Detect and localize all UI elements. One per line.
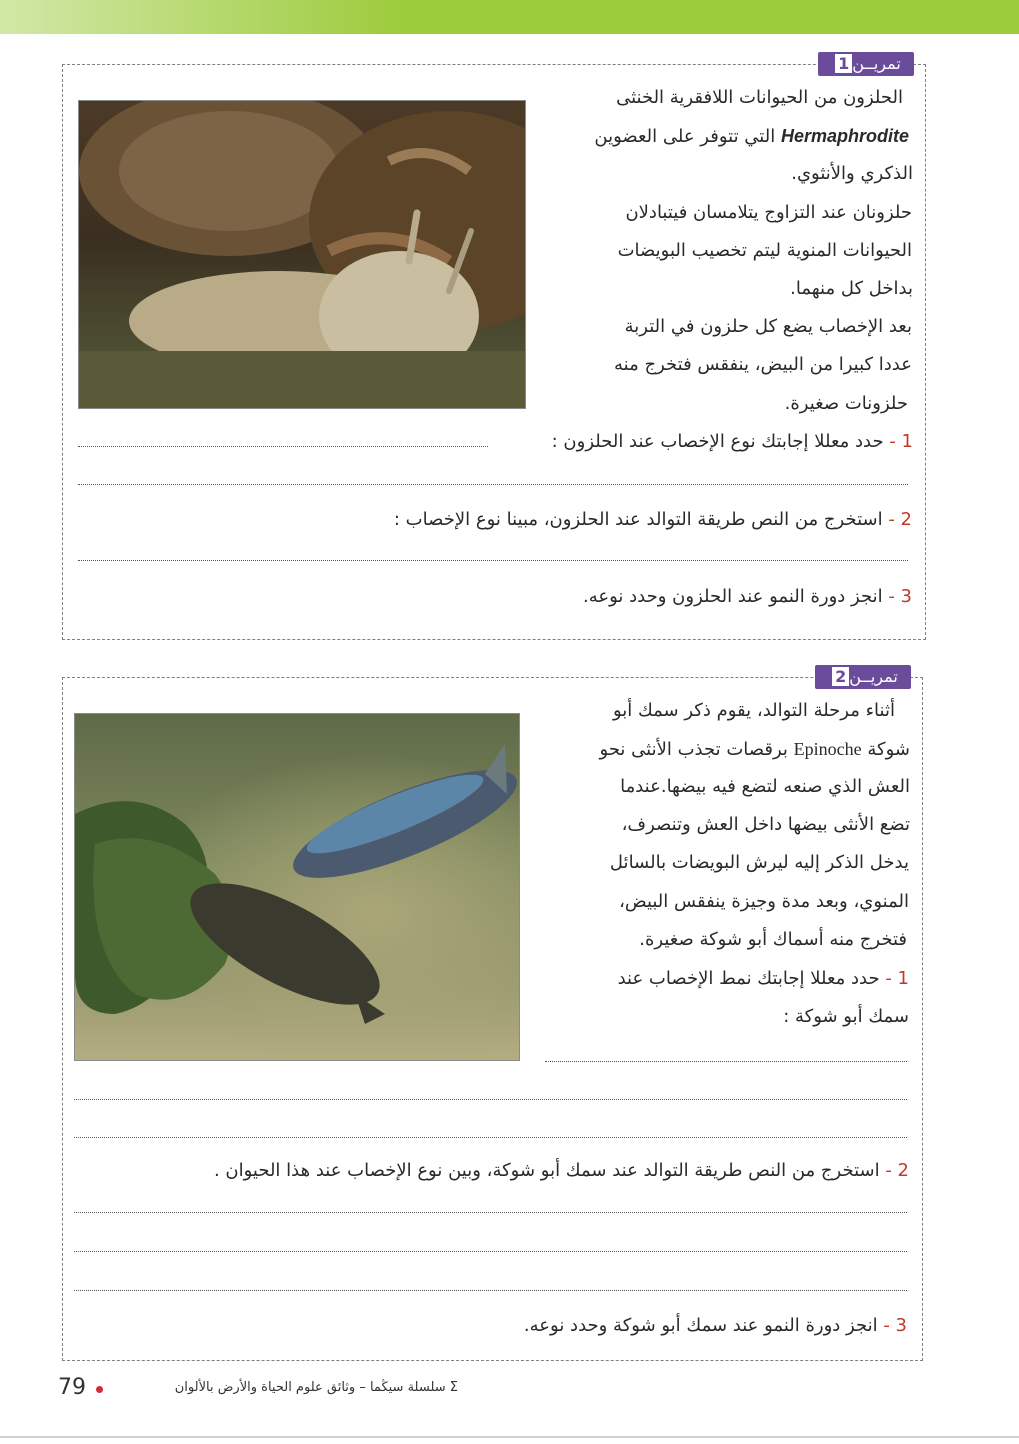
ex1-line-1: الحلزون من الحيوانات اللافقرية الخنثى — [616, 87, 903, 108]
ex2-line-4: تضع الأنثى بيضها داخل العش وتنصرف، — [621, 814, 910, 835]
ex1-q2-number: 2 - — [888, 509, 912, 530]
ex2-line-3: العش الذي صنعه لتضع فيه بيضها.عندما — [620, 776, 910, 797]
ex2-line-2-start: شوكة — [867, 739, 910, 760]
ex2-q1-text-1: حدد معللا إجابتك نمط الإخصاب عند — [617, 968, 880, 989]
exercise-2-tag-word: تمريــن — [849, 667, 898, 686]
exercise-2-tag-number: 2 — [832, 667, 849, 686]
ex2-q1-number: 1 - — [885, 968, 909, 989]
ex2-term: Epinoche — [793, 739, 862, 759]
ex1-q1-answer-line-1[interactable] — [78, 446, 488, 447]
ex2-line-2 — [600, 735, 910, 764]
ex1-q2-answer-line[interactable] — [78, 560, 908, 561]
ex2-q1-answer-line-3[interactable] — [74, 1137, 907, 1138]
ex1-line-4: حلزونان عند التزاوج يتلامسان فيتبادلان — [625, 202, 912, 223]
ex1-term: Hermaphrodite — [780, 126, 909, 146]
ex1-line-5: الحيوانات المنوية ليتم تخصيب البويضات — [617, 240, 912, 261]
ex1-line-2-text: التي تتوفر على العضوين — [594, 126, 776, 147]
stickleback-fish-photo — [74, 713, 520, 1061]
ex2-question-2 — [214, 1157, 909, 1185]
ex2-q1-answer-line-2[interactable] — [74, 1099, 907, 1100]
exercise-1-tag — [818, 52, 914, 76]
ex2-q2-answer-line-1[interactable] — [74, 1212, 907, 1213]
ex2-q2-number: 2 - — [885, 1160, 909, 1181]
ex1-line-3: الذكري والأنثوي. — [791, 163, 913, 184]
ex1-q1-number: 1 - — [889, 431, 913, 452]
ex2-question-1 — [618, 965, 909, 993]
ex1-line-9: حلزونات صغيرة. — [784, 393, 908, 414]
page-number: 79 — [58, 1375, 86, 1400]
ex2-q3-text: انجز دورة النمو عند سمك أبو شوكة وحدد نوعه. — [523, 1315, 878, 1336]
ex1-line-2 — [594, 122, 909, 151]
footer-series-title: Σ سلسلة سيڭما – وثائق علوم الحياة والأرض بالألوان — [174, 1380, 458, 1395]
ex2-line-1: أثناء مرحلة التوالد، يقوم ذكر سمك أبو — [612, 700, 895, 721]
ex2-q2-answer-line-2[interactable] — [74, 1251, 907, 1252]
exercise-2-tag — [815, 665, 911, 689]
ex1-q1-answer-line-2[interactable] — [78, 484, 908, 485]
ex2-question-1-cont: سمك أبو شوكة : — [783, 1006, 909, 1027]
ex1-q3-number: 3 - — [888, 586, 912, 607]
ex1-line-6: بداخل كل منهما. — [790, 278, 913, 299]
ex1-q1-text: حدد معللا إجابتك نوع الإخصاب عند الحلزون : — [551, 431, 884, 452]
snail-photo — [78, 100, 526, 409]
bottom-edge — [0, 1436, 1019, 1438]
ex2-line-5: يدخل الذكر إليه ليرش البويضات بالسائل — [609, 852, 909, 873]
ex2-q2-text: استخرج من النص طريقة التوالد عند سمك أبو شوكة، وبين نوع الإخصاب عند هذا الحيوان . — [213, 1160, 880, 1181]
ex1-question-2 — [394, 506, 912, 534]
ex2-q3-number: 3 - — [883, 1315, 907, 1336]
top-color-band — [0, 0, 1019, 34]
ex2-question-3 — [524, 1312, 907, 1340]
ex1-question-1 — [552, 428, 913, 456]
ex2-q2-answer-line-3[interactable] — [74, 1290, 907, 1291]
ex1-line-8: عددا كبيرا من البيض، ينفقس فتخرج منه — [614, 354, 912, 375]
footer-dot — [96, 1386, 103, 1393]
ex1-question-3 — [583, 583, 912, 611]
ex1-line-7: بعد الإخصاب يضع كل حلزون في التربة — [624, 316, 912, 337]
exercise-1-tag-number: 1 — [835, 54, 852, 73]
ex1-q2-text: استخرج من النص طريقة التوالد عند الحلزون، مبينا نوع الإخصاب : — [393, 509, 883, 530]
ex1-q3-text: انجز دورة النمو عند الحلزون وحدد نوعه. — [583, 586, 883, 607]
ex2-q1-answer-line-1[interactable] — [545, 1061, 907, 1062]
ex2-line-6: المنوي، وبعد مدة وجيزة ينفقس البيض، — [619, 891, 909, 912]
ex2-line-2-end: برقصات تجذب الأنثى نحو — [599, 739, 788, 760]
exercise-1-tag-word: تمريــن — [852, 54, 901, 73]
ex2-line-7: فتخرج منه أسماك أبو شوكة صغيرة. — [639, 929, 907, 950]
